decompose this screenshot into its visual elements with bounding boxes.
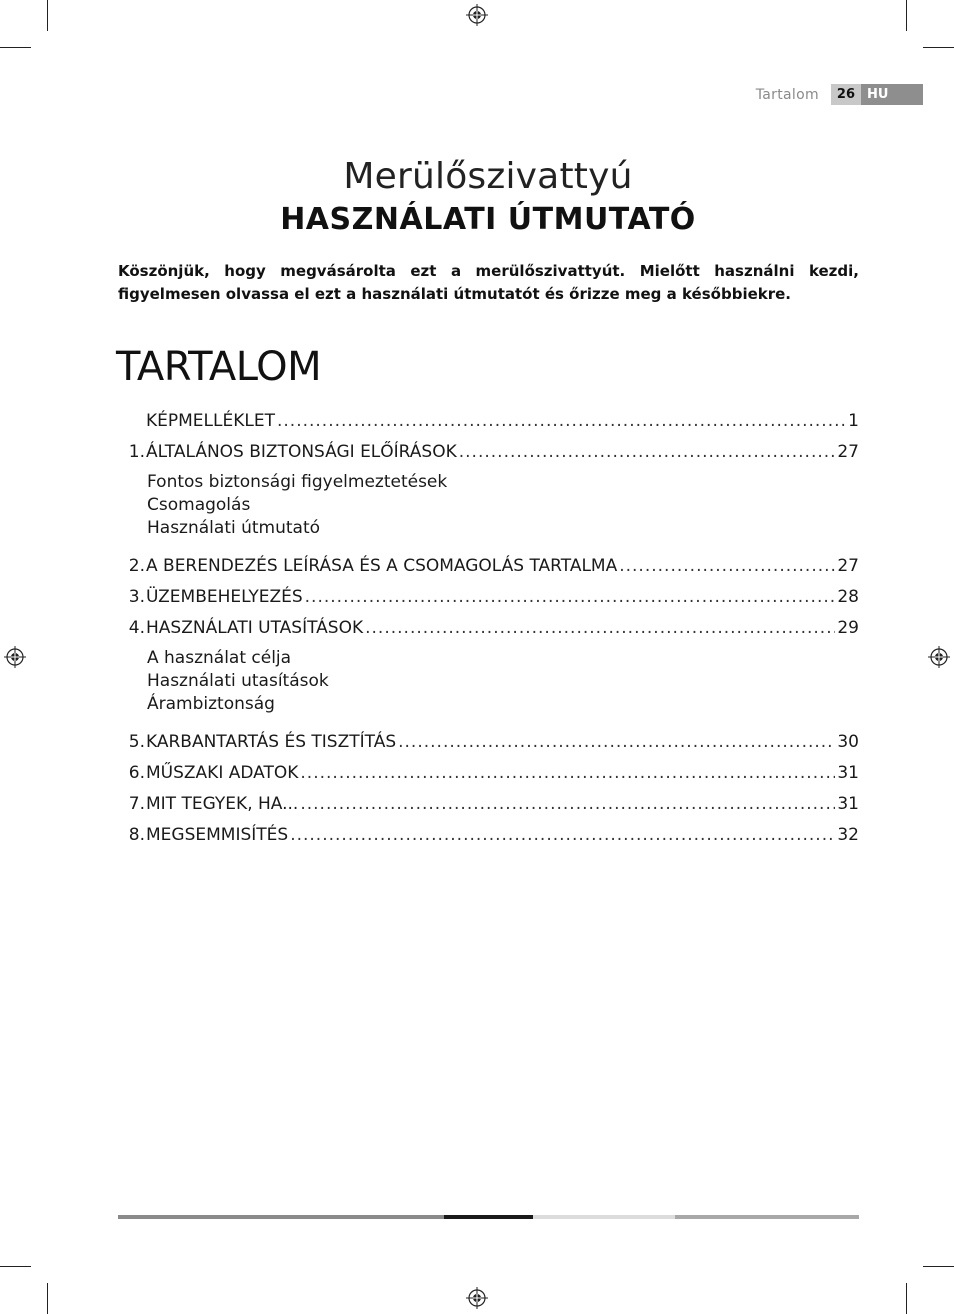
toc-entry-title: A BERENDEZÉS LEÍRÁSA ÉS A CSOMAGOLÁS TARTALMA: [146, 556, 618, 576]
section-label: Tartalom: [755, 86, 819, 103]
toc-entry-title: MŰSZAKI ADATOK: [146, 763, 299, 783]
toc-entry: [118, 440, 859, 471]
product-title: Merülőszivattyú: [343, 156, 633, 197]
footer-bar-segment: [533, 1215, 675, 1219]
crop-mark: [923, 47, 954, 48]
toc-leader-dots: [300, 792, 835, 816]
toc-entry-number: 5.: [128, 732, 145, 752]
toc-entry-title: KARBANTARTÁS ÉS TISZTÍTÁS: [146, 732, 397, 752]
crop-mark: [47, 0, 48, 31]
toc-leader-dots: [459, 440, 836, 464]
page-number: 26: [831, 84, 861, 105]
toc-entry: [118, 761, 859, 792]
registration-mark-icon: [466, 4, 488, 26]
toc-entry-page: 27: [837, 556, 859, 576]
toc-leader-dots: [305, 585, 836, 609]
table-of-contents: [118, 409, 859, 854]
toc-entry: [118, 823, 859, 854]
toc-entry-number: 2.: [128, 556, 145, 576]
manual-subtitle: HASZNÁLATI ÚTMUTATÓ: [280, 202, 696, 237]
toc-entry-page: 31: [837, 794, 859, 814]
intro-paragraph: Köszönjük, hogy megvásárolta ezt a merülőszivattyút. Mielőtt használni kezdi, figyelmesen olvassa el ezt a használati útmutatót és őrizze meg a későbbiekre.: [118, 262, 859, 303]
toc-entry-title: MEGSEMMISÍTÉS: [146, 825, 289, 845]
toc-entry: [118, 554, 859, 585]
toc-heading: TARTALOM: [116, 344, 322, 390]
toc-entry: [118, 616, 859, 647]
footer-bar-segment: [444, 1215, 533, 1219]
toc-leader-dots: [365, 616, 835, 640]
toc-subentry: Fontos biztonsági figyelmeztetések: [147, 472, 448, 492]
registration-mark-icon: [466, 1287, 488, 1309]
toc-subentry: Árambiztonság: [147, 694, 275, 714]
toc-entry-page: 27: [837, 442, 859, 462]
toc-leader-dots: [398, 730, 835, 754]
toc-entry: [118, 585, 859, 616]
crop-mark: [906, 1283, 907, 1314]
toc-entry-number: 3.: [128, 587, 145, 607]
toc-subentry: Használati utasítások: [147, 671, 329, 691]
registration-mark-icon: [4, 646, 26, 668]
crop-mark: [906, 0, 907, 31]
toc-entry: [118, 409, 859, 440]
crop-mark: [0, 1266, 31, 1267]
toc-entry-number: 1.: [128, 442, 145, 462]
toc-entry: [118, 792, 859, 823]
toc-entry-title: HASZNÁLATI UTASÍTÁSOK: [146, 618, 364, 638]
toc-subentry: Használati útmutató: [147, 518, 321, 538]
toc-entry-number: 6.: [128, 763, 145, 783]
footer-bar-segment: [675, 1215, 859, 1219]
toc-entry: [118, 730, 859, 761]
crop-mark: [0, 47, 31, 48]
footer-bar-segment: [118, 1215, 444, 1219]
registration-mark-icon: [928, 646, 950, 668]
toc-entry-title: ÜZEMBEHELYEZÉS: [146, 587, 303, 607]
toc-leader-dots: [277, 409, 846, 433]
toc-leader-dots: [290, 823, 835, 847]
language-badge: HU: [861, 84, 923, 105]
toc-spacer: [118, 540, 859, 554]
toc-subentry: Csomagolás: [147, 495, 251, 515]
toc-entry-title: ÁLTALÁNOS BIZTONSÁGI ELŐÍRÁSOK: [146, 442, 457, 462]
toc-entry-page: 31: [837, 763, 859, 783]
toc-entry-title: MIT TEGYEK, HA...: [146, 794, 299, 814]
toc-leader-dots: [300, 761, 835, 785]
toc-spacer: [118, 716, 859, 730]
toc-entry-number: 7.: [128, 794, 145, 814]
page-header: [756, 84, 923, 105]
crop-mark: [47, 1283, 48, 1314]
toc-entry-page: 1: [848, 411, 859, 431]
toc-entry-number: 4.: [128, 618, 145, 638]
toc-entry-number: 8.: [128, 825, 145, 845]
crop-mark: [923, 1266, 954, 1267]
toc-entry-page: 29: [837, 618, 859, 638]
toc-entry-page: 32: [837, 825, 859, 845]
toc-subentry: A használat célja: [147, 648, 292, 668]
toc-entry-title: KÉPMELLÉKLET: [146, 411, 275, 431]
toc-entry-page: 28: [837, 587, 859, 607]
toc-entry-page: 30: [837, 732, 859, 752]
toc-leader-dots: [619, 554, 835, 578]
